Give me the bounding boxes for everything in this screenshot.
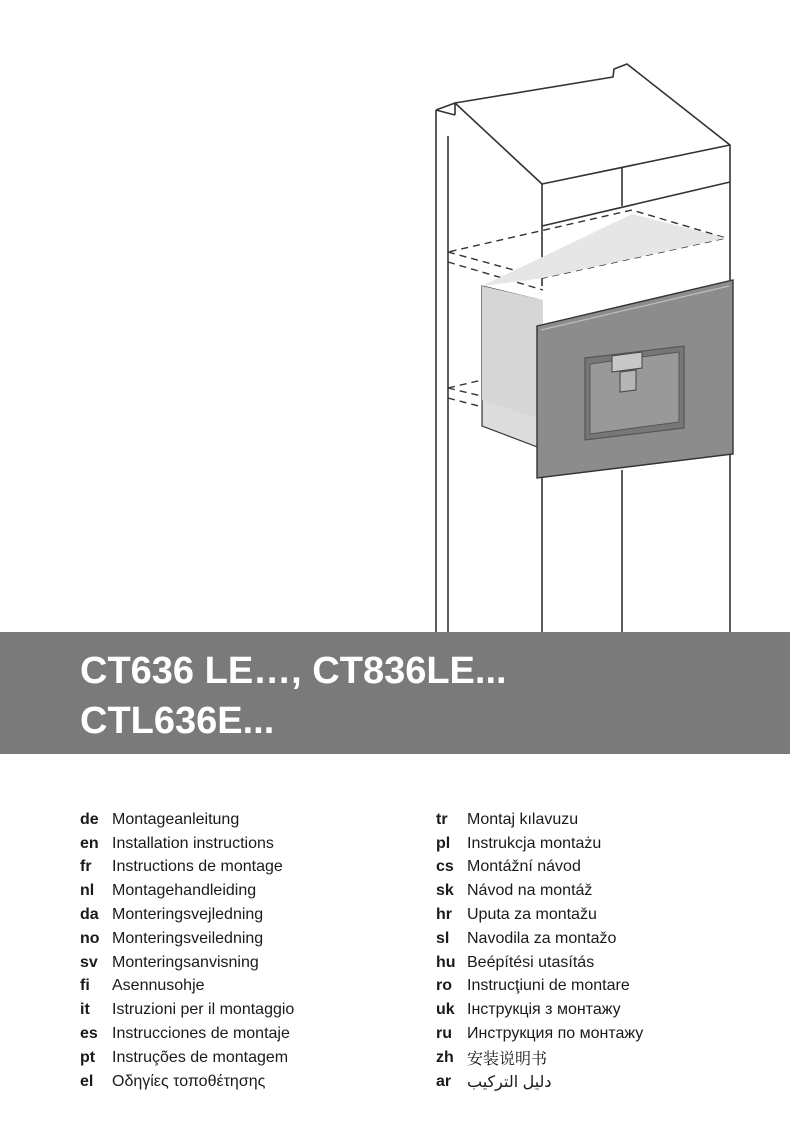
language-entry: [80, 808, 294, 832]
language-title: Montaj kılavuzu: [467, 810, 579, 828]
language-code: de: [80, 810, 99, 828]
language-entry: [436, 998, 643, 1022]
model-title-line-1: CT636 LE…, CT836LE...: [80, 650, 507, 692]
coffee-outlet: [612, 352, 642, 372]
language-title: Instrukcja montażu: [467, 834, 602, 852]
language-entry: [436, 808, 643, 832]
language-entry: [436, 975, 643, 999]
cabinet-top-outline: [436, 64, 730, 226]
language-code: ro: [436, 977, 452, 995]
cabinet-bottom: [542, 455, 730, 632]
language-entry: [436, 1046, 643, 1070]
language-title: Instructions de montage: [112, 858, 283, 876]
language-code: fr: [80, 858, 92, 876]
language-entry: [80, 927, 294, 951]
language-code: pl: [436, 834, 451, 852]
language-entry: [436, 1070, 643, 1094]
niche-top-fill: [482, 214, 726, 286]
language-title: Montagehandleiding: [112, 882, 257, 900]
language-entry: [436, 951, 643, 975]
language-entry: [436, 927, 643, 951]
language-code: cs: [436, 858, 454, 876]
language-title: Instruções de montagem: [112, 1048, 289, 1066]
language-code: pt: [80, 1048, 96, 1066]
language-code: es: [80, 1025, 98, 1043]
language-code: hu: [436, 953, 456, 971]
language-list-left: [80, 808, 294, 1094]
language-code: ar: [436, 1072, 452, 1090]
cabinet-left-side: [436, 103, 455, 632]
language-title: Beépítési utasítás: [467, 953, 595, 971]
niche-side-fill: [482, 286, 543, 420]
cabinet-top-back: [455, 103, 542, 184]
language-code: en: [80, 834, 99, 852]
language-title: Monteringsvejledning: [112, 906, 264, 924]
language-code: uk: [436, 1001, 455, 1019]
language-code: sv: [80, 953, 98, 971]
language-entry: [80, 1070, 294, 1094]
language-title: Monteringsanvisning: [112, 953, 259, 971]
language-code: hr: [436, 906, 452, 924]
language-title: Navodila za montažo: [467, 929, 617, 947]
language-entry: [80, 856, 294, 880]
language-entry: [436, 832, 643, 856]
language-title: Instrucciones de montaje: [112, 1025, 290, 1043]
language-title: Instrucţiuni de montare: [467, 977, 630, 995]
language-code: zh: [436, 1048, 454, 1066]
language-entry: [436, 1022, 643, 1046]
language-code: tr: [436, 810, 448, 828]
language-title: Monteringsveiledning: [112, 929, 264, 947]
language-entry: [80, 975, 294, 999]
language-title: Uputa za montažu: [467, 906, 597, 924]
language-entry: [80, 998, 294, 1022]
language-title: Istruzioni per il montaggio: [112, 1001, 295, 1019]
language-entry: [80, 1022, 294, 1046]
language-title: Installation instructions: [112, 834, 274, 852]
language-entry: [436, 856, 643, 880]
language-entry: [80, 1046, 294, 1070]
language-code: it: [80, 1001, 90, 1019]
language-title: Montageanleitung: [112, 810, 240, 828]
coffee-spout: [620, 370, 636, 392]
language-code: nl: [80, 882, 95, 900]
language-title: Asennusohje: [112, 977, 205, 995]
language-title: Инструкция по монтажу: [467, 1025, 644, 1043]
language-code: fi: [80, 977, 90, 995]
language-entry: [80, 903, 294, 927]
language-entry: [436, 879, 643, 903]
language-code: no: [80, 929, 100, 947]
language-list-right: [436, 808, 643, 1094]
language-title: Montážní návod: [467, 858, 581, 876]
language-code: sk: [436, 882, 454, 900]
language-title: دليل التركيب: [467, 1073, 552, 1091]
language-entry: [80, 879, 294, 903]
language-code: da: [80, 906, 99, 924]
language-title: Інструкція з монтажу: [467, 1001, 621, 1019]
language-title: Návod na montáž: [467, 882, 593, 900]
model-title-line-2: CTL636E...: [80, 700, 275, 742]
language-code: el: [80, 1072, 94, 1090]
language-entry: [80, 832, 294, 856]
language-entry: [436, 903, 643, 927]
language-entry: [80, 951, 294, 975]
language-code: sl: [436, 929, 450, 947]
language-code: ru: [436, 1025, 452, 1043]
language-title: Οδηγίες τοποθέτησης: [112, 1072, 266, 1090]
language-title: 安装说明书: [467, 1051, 548, 1069]
